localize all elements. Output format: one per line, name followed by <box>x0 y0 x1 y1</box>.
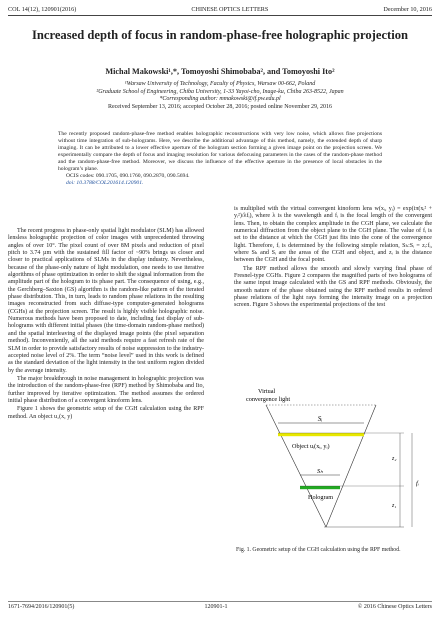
footer-rule <box>8 601 432 602</box>
header-rule <box>8 15 432 16</box>
received-dates: Received September 13, 2016; accepted October 28, 2016; posted online November 29, 2016 <box>107 103 333 110</box>
paper-title: Increased depth of focus in random-phase-free holographic projection <box>31 28 409 42</box>
journal-volume: COL 14(12), 120901(2016) <box>8 5 77 13</box>
issn: 1671-7694/2016/120901(5) <box>8 604 75 610</box>
affiliations <box>20 81 420 111</box>
hologram-label: Hologram <box>308 494 334 501</box>
paragraph-figure1: Figure 1 shows the geometric setup of the CGH calculation using the RPF method. An object u₁(x, y) <box>8 406 204 420</box>
paragraph-kinoform: is multiplied with the virtual convergent kinoform lens w(xᵢ, yᵢ) = exp(iπ(xᵢ² + yᵢ²)/λfᵢ), where λ is the wavelength and fᵢ is the focal length of the convergent lens. Then, to obtain the complex amplitude in the CGH plane, we calculate the numerical diffraction from the object plane to the CGH plane. The value of fᵢ is set to the distance at which the CGH just fits into the cone of the convergence light. Therefore, fᵢ is determined by the following simple relation, Sₕ:Sᵢ = zᵢ:fᵢ, where Sₕ and Sᵢ are the areas of the CGH and object, and zᵢ is the distance between the CGH and the focal point. <box>234 206 432 264</box>
figure-1-diagram <box>236 385 432 535</box>
copyright: © 2016 Chinese Optics Letters <box>357 604 432 610</box>
convergence-label: convergence light <box>246 396 291 403</box>
paragraph-rpf: The major breakthrough in noise management in holographic projection was the introduction of the random-phase-free (RPF) method by Shimobaba and Ito, further improved by iterative optimization. The method assumes the ordered initial phase distribution of a convergent kinoform lens. <box>8 375 204 404</box>
si-label: Sᵢ <box>317 415 323 423</box>
right-column <box>234 206 432 311</box>
object-label: Object uᵢ(xᵢ, yᵢ) <box>292 443 330 450</box>
abstract-text: The recently proposed random-phase-free method enables holographic reconstructions with very low noise, which allows fine projections without time integration of sub-holograms. Here, we describe the additional advantage of this method, namely, the extended depth of sharp imaging. It can be attributed to a lower effective aperture of the hologram section forming a given image point on the projection screen. We experimentally compare the depth of focus and imaging resolution for various defocusing parameters in the cases of the random-phase method and the random-phase-free method. Moreover, we discuss the influence of the effective aperture in the presence of local obstacles in the hologram’s plane. <box>58 131 382 172</box>
sh-label: Sₕ <box>317 468 323 475</box>
affiliation-2: ²Graduate School of Engineering, Chiba University, 1-33 Yayoi-cho, Inage-ku, Chiba 263-8522, Japan <box>96 88 344 95</box>
cone-right-line <box>326 405 376 527</box>
ocis-codes: OCIS codes: 090.1705, 090.1760, 090.2870, 090.5694. <box>66 173 190 180</box>
affiliation-1: ¹Warsaw University of Technology, Faculty of Physics, Warsaw 00-662, Poland <box>124 81 316 87</box>
z2-label: z₂ <box>392 456 397 462</box>
fi-label: fᵢ <box>416 480 419 487</box>
issue-date: December 10, 2016 <box>383 5 432 13</box>
page-number: 120901-1 <box>204 604 228 610</box>
cone-left-line <box>266 405 326 527</box>
author-list: Michal Makowski¹,*, Tomoyoshi Shimobaba², and Tomoyoshi Ito² <box>105 67 335 76</box>
left-column <box>8 228 204 422</box>
z1-label: z₁ <box>392 503 397 509</box>
corresponding-author: *Corresponding author: mmakowski@if.pw.edu.pl <box>159 96 281 103</box>
page-footer <box>8 604 432 610</box>
virtual-label: Virtual <box>258 388 276 395</box>
paragraph-phase: The RPF method allows the smooth and slowly varying final phase of Fresnel-type CGHs. Figure 2 compares the magnified parts of two holograms of the same input image calculated with the GS and RPF methods. Obviously, the smooth nature of the phase obtained using the RPF method results in ordered phase relations of the light rays forming the intensity image on a projection screen. Figure 3 shows the experimental projections of the test <box>234 265 432 309</box>
doi-link[interactable]: doi: 10.3788/COL201614.120901. <box>66 180 144 187</box>
abstract <box>58 131 382 187</box>
figure-1-caption: Fig. 1. Geometric setup of the CGH calculation using the RPF method. <box>236 547 401 553</box>
journal-name: CHINESE OPTICS LETTERS <box>191 5 269 13</box>
object-plane <box>278 433 364 436</box>
page-header <box>8 4 432 14</box>
hologram-plane <box>300 486 340 489</box>
paragraph-intro: The recent progress in phase-only spatial light modulator (SLM) has allowed lensless holographic projection of color images with unprecedented throwing angles of over 10°. The pixel count of over 8M pixels and reduction of pixel pitch to 3.74 µm with the sustained fill factor of ~90% brings us closer and closer to practical applications of SLMs in the display industry. Nevertheless, because of the phase-only nature of light modulation, one needs to use iterative algorithms of phase optimization in order to shift the signal information from the amplitude part of the hologram to its phase part. The consequence of using, e.g., the Gerchberg–Saxton (GS) algorithm is the random-like pattern of the iterated phase distribution. This, in turn, leads to random phase relations in the resulting images reconstructed from such diffuse-type computer-generated holograms (CGHs) at the projection screen. The result is highly visible holographic noise. Numerous methods have been proposed to date, including fast display of sub-holograms with different initial phases (the time-domain random-phase method) and the spatial interleaving of the displayed image points (the pixel separation method). Inconveniently, all the said methods require a fast refresh rate of the SLM in order to provide satisfactory results of noise suppression to the industry-accepted noise level of 2%. The term “noise level” used in this work is defined as the standard deviation of the light intensity in the test uniform region divided by the average intensity. <box>8 228 204 374</box>
